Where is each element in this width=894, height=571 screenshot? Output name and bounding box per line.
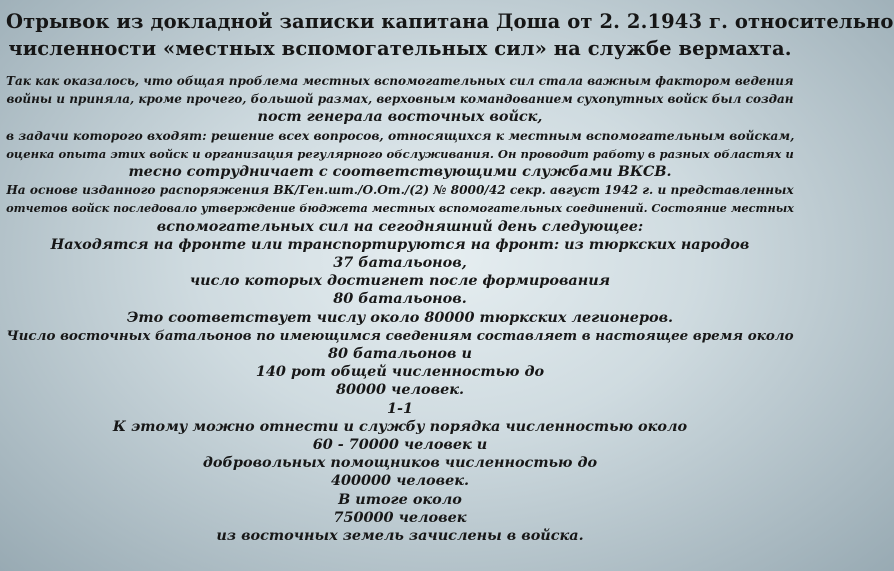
body-line-17: 140 рот общей численностью до	[255, 363, 545, 381]
body-line-7: На основе изданного распоряжения ВК/Ген.шт./О.От./(2) № 8000/42 секр. август 1942 г. и представленных	[6, 183, 794, 198]
body-line-6: тесно сотрудничает с соответствующими службами ВКСВ.	[128, 163, 672, 181]
body-line-16: 80 батальонов и	[328, 345, 472, 363]
document-body	[6, 72, 794, 545]
body-line-9: вспомогательных сил на сегодняшний день следующее:	[156, 217, 644, 235]
body-line-8: отчетов войск последовало утверждение бюджета местных вспомогательных соединений. Состояние местных	[6, 201, 794, 216]
body-line-19: 1-1	[387, 399, 413, 417]
body-line-20: К этому можно отнести и службу порядка численностью около	[112, 417, 688, 435]
body-line-14: Это соответствует числу около 80000 тюркских легионеров.	[126, 308, 674, 326]
body-line-22: добровольных помощников численностью до	[202, 454, 598, 472]
body-line-12: число которых достигнет после формирования	[189, 272, 611, 290]
body-line-15: Число восточных батальонов по имеющимся сведениям составляет в настоящее время около	[6, 327, 794, 344]
body-line-24: В итоге около	[338, 490, 462, 508]
body-line-4: в задачи которого входят: решение всех вопросов, относящихся к местным вспомогательным войскам,	[6, 127, 795, 143]
body-line-10: Находятся на фронте или транспортируются на фронт: из тюркских народов	[50, 235, 750, 253]
title-line-1: Отрывок из докладной записки капитана Доша от 2. 2.1943 г. относительно	[6, 10, 894, 33]
document-title	[6, 8, 894, 62]
body-line-3: пост генерала восточных войск,	[257, 108, 543, 126]
body-line-2: войны и приняла, кроме прочего, большой размах, верховным командованием сухопутных войск был создан	[6, 92, 794, 107]
body-line-23: 400000 человек.	[330, 472, 470, 490]
body-line-13: 80 батальонов.	[333, 290, 467, 308]
body-line-18: 80000 человек.	[335, 381, 464, 399]
body-line-25: 750000 человек	[333, 508, 467, 526]
body-line-1: Так как оказалось, что общая проблема местных вспомогательных сил стала важным фактором ведения	[6, 74, 794, 88]
body-line-5: оценка опыта этих войск и организация регулярного обслуживания. Он проводит работу в разных областях и	[6, 146, 794, 161]
body-line-11: 37 батальонов,	[333, 254, 467, 272]
body-line-26: из восточных земель зачислены в войска.	[216, 527, 584, 545]
body-line-21: 60 - 70000 человек и	[312, 436, 488, 454]
title-line-2: численности «местных вспомогательных сил» на службе вермахта.	[8, 37, 792, 60]
